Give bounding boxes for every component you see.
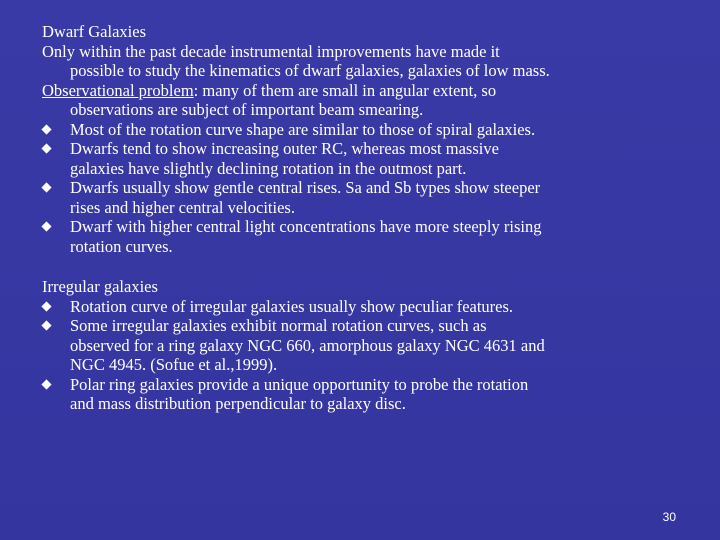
diamond-bullet-icon: [41, 379, 51, 389]
bullet-line: observed for a ring galaxy NGC 660, amorphous galaxy NGC 4631 and: [70, 335, 545, 355]
dwarf-bullet-1: [42, 120, 682, 140]
bullet-line: Some irregular galaxies exhibit normal rotation curves, such as: [70, 316, 487, 335]
bullet-line: and mass distribution perpendicular to galaxy disc.: [70, 394, 406, 413]
section-spacer: [42, 256, 682, 277]
bullet-line: Most of the rotation curve shape are similar to those of spiral galaxies.: [70, 119, 536, 139]
observational-problem: [42, 81, 682, 101]
bullet-line: rotation curves.: [70, 236, 173, 256]
bullet-line: Polar ring galaxies provide a unique opportunity to probe the rotation: [70, 374, 529, 394]
bullet-line: Dwarfs usually show gentle central rises. Sa and Sb types show steeper: [70, 178, 541, 197]
diamond-bullet-icon: [41, 301, 51, 311]
dwarf-intro-line-2: possible to study the kinematics of dwarf galaxies, galaxies of low mass.: [70, 61, 550, 80]
bullet-line: Rotation curve of irregular galaxies usually show peculiar features.: [70, 296, 514, 316]
slide-content: [42, 22, 682, 414]
bullet-line: Dwarf with higher central light concentrations have more steeply rising: [70, 217, 542, 236]
bullet-line: Dwarfs tend to show increasing outer RC, whereas most massive: [70, 139, 499, 158]
diamond-bullet-icon: [41, 143, 51, 153]
dwarf-bullet-2: [42, 139, 682, 178]
page-number: 30: [662, 510, 676, 524]
observational-problem-label: Observational problem: [42, 80, 194, 100]
diamond-bullet-icon: [41, 320, 51, 330]
irregular-bullet-1: [42, 297, 682, 317]
dwarf-title: Dwarf Galaxies: [42, 22, 146, 41]
diamond-bullet-icon: [41, 221, 51, 231]
irregular-title: Irregular galaxies: [42, 277, 158, 296]
irregular-bullet-3: [42, 375, 682, 414]
bullet-line: rises and higher central velocities.: [70, 197, 295, 217]
dwarf-bullet-4: [42, 217, 682, 256]
diamond-bullet-icon: [41, 124, 51, 134]
observational-problem-line-2: observations are subject of important beam smearing.: [70, 100, 424, 119]
bullet-line: NGC 4945. (Sofue et al.,1999).: [70, 355, 278, 374]
dwarf-intro-line-1: Only within the past decade instrumental improvements have made it: [42, 41, 500, 61]
irregular-bullet-2: [42, 316, 682, 375]
bullet-line: galaxies have slightly declining rotation in the outmost part.: [70, 158, 467, 178]
observational-problem-text: : many of them are small in angular extent, so: [193, 80, 497, 100]
diamond-bullet-icon: [41, 182, 51, 192]
dwarf-bullet-3: [42, 178, 682, 217]
